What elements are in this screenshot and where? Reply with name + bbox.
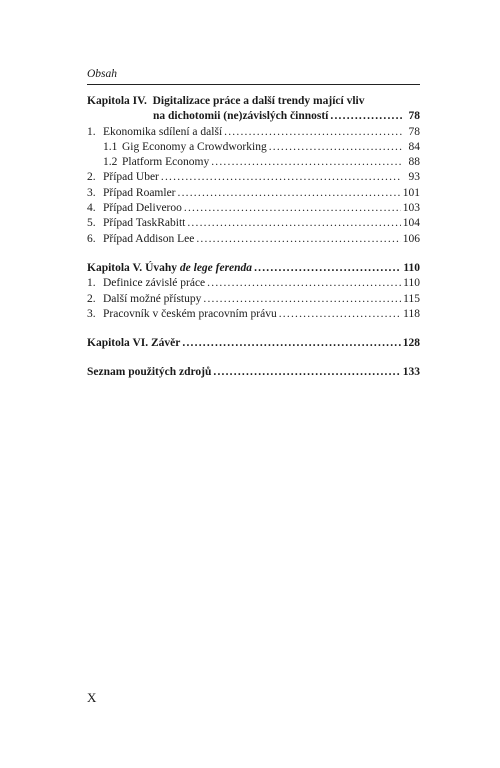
entry-page: 104 <box>402 217 420 230</box>
dot-leader <box>187 216 400 231</box>
entry-page: 84 <box>408 140 420 153</box>
dot-leader <box>279 307 401 322</box>
entry-title: Gig Economy a Crowdworking <box>122 140 267 153</box>
chapter-4-title-line1 <box>87 94 420 109</box>
chapter-4-title: Digitalizace práce a další trendy mající vliv <box>152 95 365 107</box>
entry-number: 1. <box>87 125 96 138</box>
entry-number: 6. <box>87 232 96 245</box>
entry-page: 88 <box>408 156 420 169</box>
toc-entry-5-2[interactable] <box>87 292 420 307</box>
entry-number: 4. <box>87 202 96 215</box>
dot-leader <box>211 155 402 170</box>
entry-title: Další možné přístupy <box>103 292 202 305</box>
dot-leader <box>224 125 402 140</box>
toc-entry-5-1[interactable] <box>87 276 420 291</box>
toc-entry-4-4[interactable] <box>87 201 420 216</box>
entry-number: 1.1 <box>103 140 118 153</box>
toc-chapter-5[interactable] <box>87 261 420 276</box>
entry-page: 106 <box>402 232 420 245</box>
dot-leader <box>254 261 401 276</box>
entry-title: Případ Roamler <box>103 186 176 199</box>
dot-leader <box>269 140 402 155</box>
entry-page: 101 <box>402 186 420 199</box>
toc-entry-4-1-2[interactable] <box>87 155 420 170</box>
toc-entry-5-3[interactable] <box>87 307 420 322</box>
entry-number: 3. <box>87 307 96 320</box>
entry-number: 2. <box>87 292 96 305</box>
toc-chapter-4[interactable] <box>87 94 420 125</box>
dot-leader <box>196 232 400 247</box>
running-head: Obsah <box>87 68 118 80</box>
chapter-6-label: Kapitola VI. <box>87 337 149 350</box>
entry-page: 78 <box>408 125 420 138</box>
header-rule <box>87 84 420 85</box>
chapter-5-title-prefix: Úvahy <box>145 261 178 274</box>
chapter-6-page: 128 <box>402 337 420 350</box>
sources-title: Seznam použitých zdrojů <box>87 366 212 379</box>
chapter-4-page: 78 <box>408 110 420 123</box>
entry-title: Pracovník v českém pracovním právu <box>103 307 277 320</box>
dot-leader <box>161 170 402 185</box>
chapter-4-title-line2 <box>87 109 420 124</box>
dot-leader <box>203 292 401 307</box>
toc-sources[interactable] <box>87 365 420 380</box>
chapter-5-page: 110 <box>403 261 420 274</box>
toc-entry-4-1[interactable] <box>87 125 420 140</box>
entry-page: 110 <box>403 277 420 290</box>
entry-number: 2. <box>87 171 96 184</box>
entry-number: 3. <box>87 186 96 199</box>
entry-page: 93 <box>408 171 420 184</box>
entry-number: 5. <box>87 217 96 230</box>
toc-entry-4-6[interactable] <box>87 232 420 247</box>
dot-leader <box>207 276 401 291</box>
entry-title: Platform Economy <box>122 156 210 169</box>
dot-leader <box>178 186 401 201</box>
toc-entry-4-3[interactable] <box>87 186 420 201</box>
dot-leader <box>213 365 400 380</box>
chapter-5-title-italic: de lege ferenda <box>179 261 253 274</box>
page-number: X <box>87 690 97 705</box>
toc-entry-4-5[interactable] <box>87 216 420 231</box>
table-of-contents <box>87 94 420 381</box>
entry-title: Případ Deliveroo <box>103 202 182 215</box>
entry-title: Ekonomika sdílení a další <box>103 125 223 138</box>
toc-entry-4-2[interactable] <box>87 170 420 185</box>
chapter-4-title-cont: na dichotomii (ne)závislých činností <box>153 110 329 123</box>
chapter-5-label: Kapitola V. <box>87 261 143 274</box>
dot-leader <box>330 109 402 124</box>
entry-title: Případ TaskRabitt <box>103 217 186 230</box>
chapter-6-title: Závěr <box>151 337 181 350</box>
entry-title: Případ Addison Lee <box>103 232 195 245</box>
toc-chapter-6[interactable] <box>87 336 420 351</box>
entry-page: 118 <box>403 307 420 320</box>
entry-number: 1. <box>87 277 96 290</box>
entry-title: Případ Uber <box>103 171 159 184</box>
chapter-4-label: Kapitola IV. <box>87 95 147 107</box>
entry-title: Definice závislé práce <box>103 277 206 290</box>
dot-leader <box>184 201 401 216</box>
entry-page: 103 <box>402 202 420 215</box>
toc-entry-4-1-1[interactable] <box>87 140 420 155</box>
sources-page: 133 <box>402 366 420 379</box>
entry-number: 1.2 <box>103 156 118 169</box>
entry-page: 115 <box>403 292 420 305</box>
dot-leader <box>182 336 400 351</box>
